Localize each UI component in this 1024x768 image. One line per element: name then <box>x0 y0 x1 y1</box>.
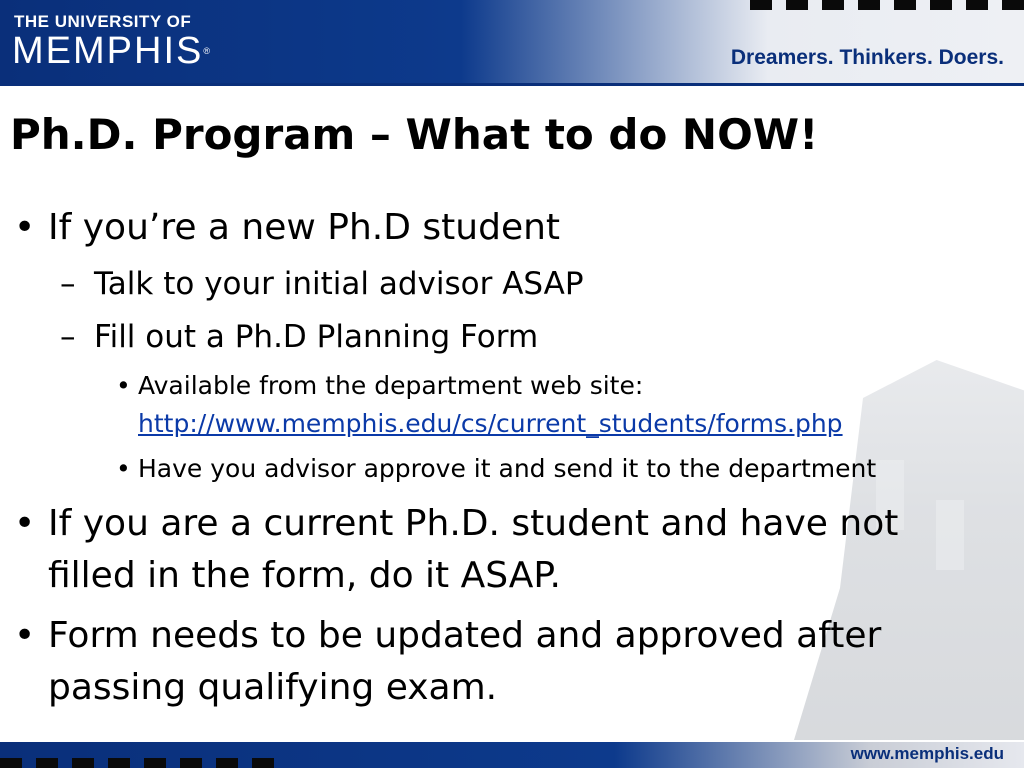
forms-link[interactable]: http://www.memphis.edu/cs/current_students/forms.php <box>138 409 843 438</box>
footer-dash-decoration <box>0 758 274 768</box>
bullet-current-student-line2: filled in the form, do it ASAP. <box>48 555 561 596</box>
sub-bullet-planning-form: Fill out a Ph.D Planning Form <box>94 319 539 355</box>
registered-mark: ® <box>203 46 210 56</box>
sub-bullet-talk-advisor: Talk to your initial advisor ASAP <box>94 266 584 302</box>
university-logo-wordmark <box>12 32 210 70</box>
university-logo-top: THE UNIVERSITY OF <box>14 12 192 31</box>
footer-banner <box>0 742 1024 768</box>
bullet-marker: • <box>14 503 36 544</box>
logo-wordmark-text: MEMPHIS <box>12 30 204 72</box>
header-tagline: Dreamers. Thinkers. Doers. <box>730 46 1004 69</box>
bullet-marker: • <box>14 615 36 656</box>
slide-title: Ph.D. Program – What to do NOW! <box>10 110 819 159</box>
header-dash-decoration <box>750 0 1024 10</box>
dash-marker: – <box>60 319 76 355</box>
dash-marker: – <box>60 266 76 302</box>
footer-url[interactable]: www.memphis.edu <box>850 744 1004 763</box>
tower-window-decoration <box>936 500 964 570</box>
bullet-marker: • <box>116 371 131 400</box>
header-banner <box>0 0 1024 86</box>
bullet-marker: • <box>14 207 36 248</box>
item-advisor-approve: Have you advisor approve it and send it to the department <box>138 454 877 483</box>
bullet-form-update-line1: Form needs to be updated and approved after <box>48 615 882 656</box>
item-available-from: Available from the department web site: <box>138 371 644 400</box>
bullet-current-student-line1: If you are a current Ph.D. student and have not <box>48 503 899 544</box>
bullet-form-update-line2: passing qualifying exam. <box>48 667 498 708</box>
bullet-new-student: If you’re a new Ph.D student <box>48 207 561 248</box>
bullet-marker: • <box>116 454 131 483</box>
